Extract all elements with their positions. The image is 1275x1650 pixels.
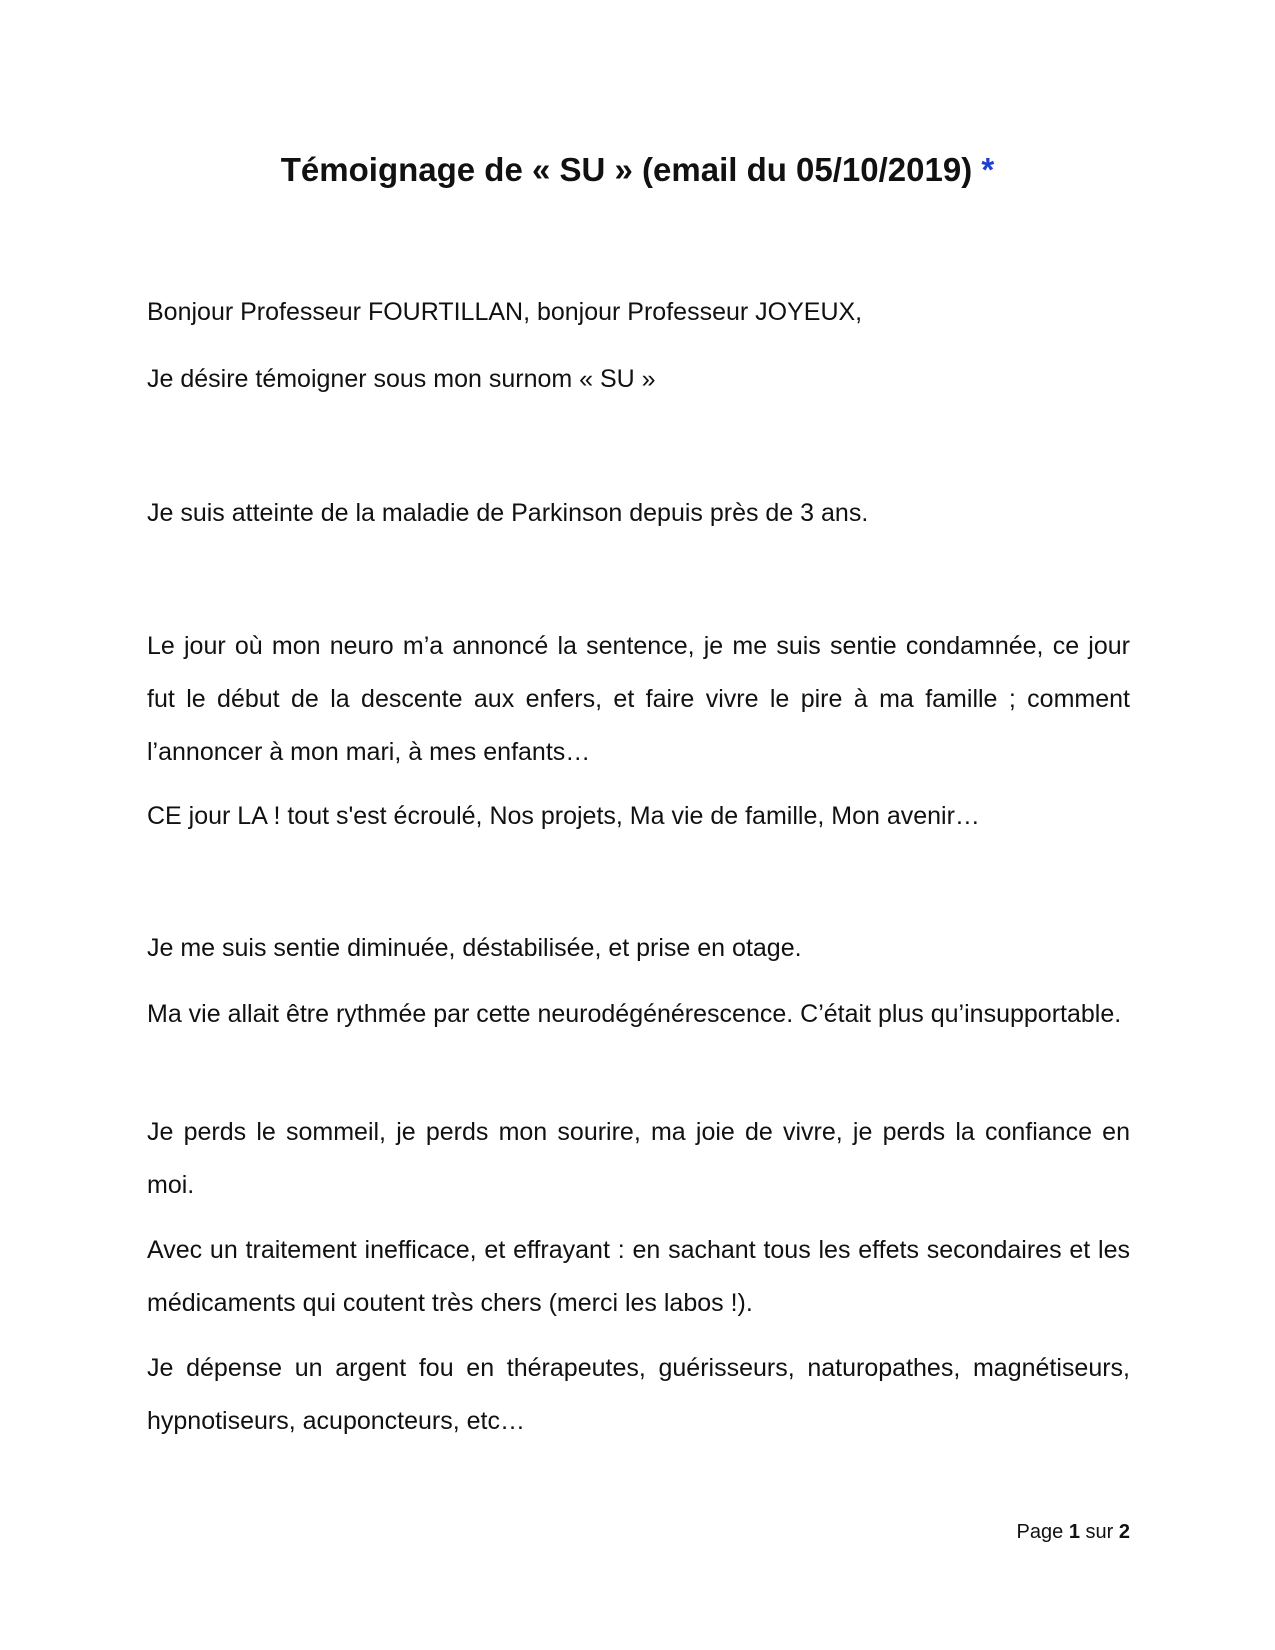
title-footnote-marker: * [981, 151, 995, 188]
title-text: Témoignage de « SU » (email du 05/10/2019) [280, 151, 973, 188]
paragraph-neurodegeneration: Ma vie allait être rythmée par cette neurodégénérescence. C’était plus qu’insupportable. [147, 1000, 1122, 1028]
footer-page-label: Page [1016, 1521, 1064, 1543]
paragraph-diagnosis: Je suis atteinte de la maladie de Parkinson depuis près de 3 ans. [147, 499, 869, 527]
paragraph-pseudonym: Je désire témoigner sous mon surnom « SU » [147, 365, 656, 393]
paragraph-treatment: Avec un traitement inefficace, et effrayant : en sachant tous les effets secondaires et les médicaments qui coutent très chers (merci les labos !). [147, 1236, 1130, 1317]
page-number-footer [1017, 1518, 1130, 1546]
paragraph-diminished: Je me suis sentie diminuée, déstabilisée, et prise en otage. [147, 934, 802, 962]
footer-total-pages: 2 [1118, 1521, 1130, 1543]
document-title [0, 150, 1275, 190]
paragraph-greeting: Bonjour Professeur FOURTILLAN, bonjour Professeur JOYEUX, [147, 298, 863, 326]
paragraph-therapists: Je dépense un argent fou en thérapeutes, guérisseurs, naturopathes, magnétiseurs, hypnotiseurs, acuponcteurs, etc… [147, 1354, 1130, 1435]
footer-of-label: sur [1085, 1521, 1114, 1543]
paragraph-collapse: CE jour LA ! tout s'est écroulé, Nos projets, Ma vie de famille, Mon avenir… [147, 802, 980, 830]
paragraph-announcement: Le jour où mon neuro m’a annoncé la sentence, je me suis sentie condamnée, ce jour fut le début de la descente aux enfers, et faire vivre le pire à ma famille ; comment l’annoncer à mon mari, à mes enfants… [147, 632, 1130, 766]
paragraph-loss: Je perds le sommeil, je perds mon sourire, ma joie de vivre, je perds la confiance en moi. [147, 1118, 1130, 1199]
footer-current-page: 1 [1068, 1521, 1080, 1543]
